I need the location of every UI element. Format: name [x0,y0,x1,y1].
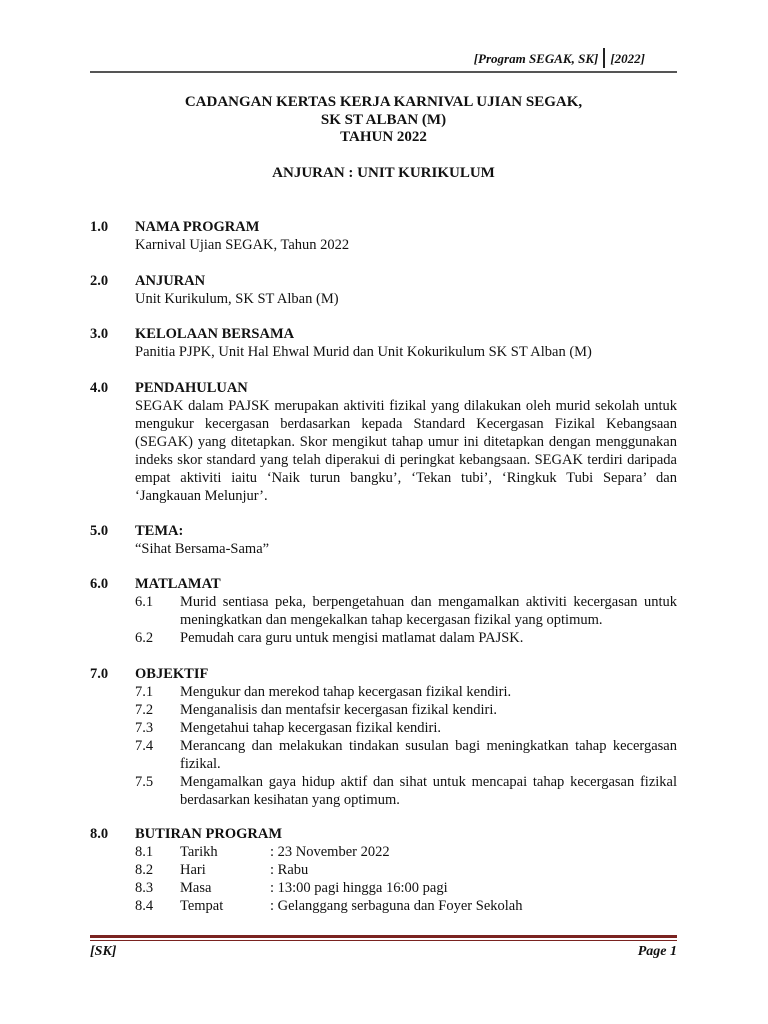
detail-label: Tempat [180,898,224,914]
section-number: 8.0 [90,826,109,842]
list-item [135,701,677,719]
item-number: 7.4 [135,738,154,754]
detail-label: Hari [180,862,206,878]
section-number: 4.0 [90,380,109,396]
document-title [90,94,677,147]
footer-rule [90,935,677,938]
section-body: Karnival Ujian SEGAK, Tahun 2022 [135,237,350,253]
section-body: SEGAK dalam PAJSK merupakan aktiviti fizikal yang dilakukan oleh murid sekolah untuk mengukur kecergasan berdasarkan kepada Standard Kecergasan Fizikal Kebangsaan (SEGAK) yang ditetapkan. Skor mengikut tahap umur ini ditetapkan dengan menggunakan indeks skor standard yang telah diperakui di peringkat kebangsaan. SEGAK terdiri daripada empat aktiviti iaitu ‘Naik turun bangku’, ‘Tekan tubi’, ‘Ringkuk Tubi Separa’ dan ‘Jangkauan Melunjur’. [135,398,677,504]
section-body: Unit Kurikulum, SK ST Alban (M) [135,291,339,307]
section-number: 3.0 [90,326,109,342]
item-number: 7.1 [135,684,154,700]
title-line-3: TAHUN 2022 [340,129,427,145]
item-number: 7.5 [135,774,154,790]
section-matlamat [90,575,677,647]
item-number: 8.2 [135,862,154,878]
section-number: 5.0 [90,523,109,539]
detail-label: Masa [180,880,212,896]
header-year: [2022] [610,50,645,66]
section-heading: NAMA PROGRAM [135,219,260,235]
item-number: 6.2 [135,630,154,646]
header-separator [603,48,605,68]
item-number: 8.4 [135,898,154,914]
item-text: Menganalisis dan mentafsir kecergasan fizikal kendiri. [180,702,498,718]
section-objektif [90,665,677,809]
list-item [135,737,677,773]
detail-row [135,861,677,879]
section-heading: TEMA: [135,523,184,539]
item-text: Pemudah cara guru untuk mengisi matlamat dalam PAJSK. [180,630,524,646]
page-number: Page 1 [637,944,677,959]
section-body: “Sihat Bersama-Sama” [135,541,270,557]
section-heading: ANJURAN [135,273,206,289]
section-number: 6.0 [90,576,109,592]
item-number: 7.3 [135,720,154,736]
item-text: Merancang dan melakukan tindakan susulan bagi meningkatkan tahap kecergasan fizikal. [180,738,677,772]
list-item [135,629,677,647]
item-text: Murid sentiasa peka, berpengetahuan dan mengamalkan aktiviti kecergasan untuk meningkatkan dan mengekalkan tahap kecergasan fizikal yang optimum. [180,594,677,628]
item-text: Mengamalkan gaya hidup aktif dan sihat untuk mencapai tahap kecergasan fizikal berdasarkan kesihatan yang optimum. [180,774,677,808]
header-program: [Program SEGAK, SK] [473,50,599,66]
section-butiran-program [90,825,677,915]
detail-row [135,879,677,897]
page-header [474,50,645,70]
section-heading: BUTIRAN PROGRAM [135,826,283,842]
section-heading: PENDAHULUAN [135,380,248,396]
detail-value: : Rabu [270,862,309,878]
header-rule [90,71,677,73]
title-line-1: CADANGAN KERTAS KERJA KARNIVAL UJIAN SEGAK, [184,94,583,110]
detail-value: : Gelanggang serbaguna dan Foyer Sekolah [270,898,523,914]
item-text: Mengetahui tahap kecergasan fizikal kendiri. [180,720,442,736]
section-number: 2.0 [90,273,109,289]
item-number: 7.2 [135,702,154,718]
item-number: 8.1 [135,844,154,860]
section-heading: KELOLAAN BERSAMA [135,326,295,342]
list-item [135,593,677,629]
detail-row [135,897,677,915]
list-item [135,773,677,809]
organizer-title: ANJURAN : UNIT KURIKULUM [272,165,495,181]
section-number: 1.0 [90,219,109,235]
list-item [135,683,677,701]
title-line-2: SK ST ALBAN (M) [320,111,447,128]
footer-label: [SK] [90,944,117,959]
item-text: Mengukur dan merekod tahap kecergasan fizikal kendiri. [180,684,512,700]
list-item [135,719,677,737]
detail-value: : 13:00 pagi hingga 16:00 pagi [270,880,448,896]
section-number: 7.0 [90,666,109,682]
item-number: 6.1 [135,594,154,610]
item-number: 8.3 [135,880,154,896]
detail-row [135,843,677,861]
detail-label: Tarikh [180,844,218,860]
section-heading: OBJEKTIF [135,666,209,682]
detail-value: : 23 November 2022 [270,844,390,860]
section-heading: MATLAMAT [135,576,221,592]
section-kelolaan-bersama [90,325,677,361]
footer-rule-thin [90,940,677,941]
section-body: Panitia PJPK, Unit Hal Ehwal Murid dan Unit Kokurikulum SK ST Alban (M) [135,344,592,360]
section-pendahuluan [90,379,677,505]
section-nama-program [90,218,677,254]
section-anjuran [90,272,677,308]
section-tema [90,522,677,558]
